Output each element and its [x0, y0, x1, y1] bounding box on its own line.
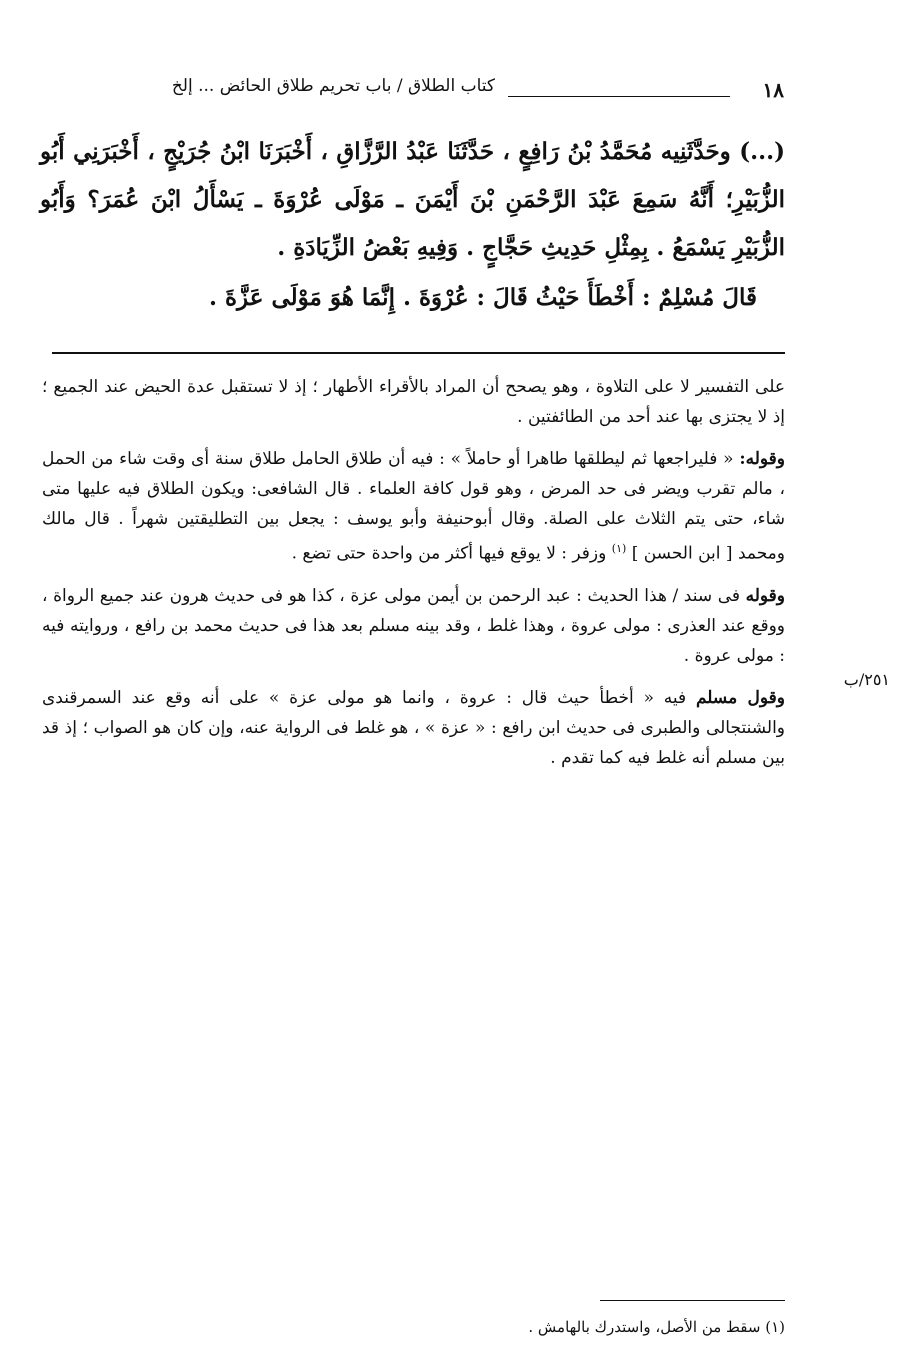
paragraph-body: « فليراجعها ثم ليطلقها طاهرا أو حاملاً » : فيه أن طلاق الحامل طلاق سنة أى وقت شاء من الحمل ، مالم تقرب ويضر فى حد المرض ، وهو قول كافة العلماء . قال الشافعى: ويكون الطلاق فيه عليها متى شاء، حتى يتم الثلاث على الصلة. وقال أبوحنيفة وأبو يوسف : يجعل بين التطليقتين شهراً . قال مالك ومحمد [ ابن الحسن ] [42, 449, 785, 564]
commentary-paragraph-2 [42, 444, 785, 569]
commentary-block [42, 372, 785, 785]
footnote-rule [600, 1300, 785, 1301]
paragraph-body: فيه « أخطأ حيث قال : عروة ، وانما هو مولى عزة » على أنه وقع عند السمرقندى والشنتجالى والطبرى فى حديث ابن رافع : « عزة » ، هو غلط فى الرواية عنه، وإن كان هو الصواب ؛ إذ قد بين مسلم أنه غلط فيه كما تقدم . [42, 687, 785, 768]
commentary-paragraph-1: على التفسير لا على التلاوة ، وهو يصحح أن المراد بالأقراء الأطهار ؛ إذ لا تستقبل عدة الحيض عند الجميع ؛ إذ لا يجتزى بها عند أحد من الطائفتين . [42, 377, 785, 427]
paragraph-lead: وقول مسلم [695, 687, 785, 708]
commentary-paragraph-3 [42, 581, 785, 671]
manuscript-folio-note: ٢٥١/ب [843, 670, 890, 689]
footnote-reference: (١) [611, 542, 627, 555]
running-title: كتاب الطلاق / باب تحريم طلاق الحائض ... إلخ [171, 76, 495, 96]
paragraph-body: فى سند / هذا الحديث : عبد الرحمن بن أيمن مولى عزة ، كذا هو فى حديث هرون عند جميع الرواة ، ووقع عند العذرى : مولى عروة ، وهذا غلط ، وقد بينه مسلم بعد هذا فى حديث محمد بن رافع ، وروايته فيه : مولى عروة . [42, 585, 785, 666]
paragraph-lead: وقوله [745, 585, 785, 606]
text-commentary-divider [52, 352, 785, 354]
paragraph-lead: وقوله: [739, 449, 785, 469]
header-rule [508, 96, 730, 97]
hadith-chain: (...) وحَدَّثَنِيه مُحَمَّدُ بْنُ رَافِعٍ ، حَدَّثَنَا عَبْدُ الرَّزَّاقِ ، أَخْبَرَنَا ابْنُ جُرَيْجٍ ، أَخْبَرَنِي أَبُو الزُّبَيْرِ؛ أَنَّهُ سَمِعَ عَبْدَ الرَّحْمَنِ بْنَ أَيْمَنَ ـ مَوْلَى عُرْوَةَ ـ يَسْأَلُ ابْنَ عُمَرَ؟ وَأَبُو الزُّبَيْرِ يَسْمَعُ . بِمِثْلِ حَدِيثِ حَجَّاجٍ . وَفِيهِ بَعْضُ الزِّيَادَةِ . [40, 138, 785, 261]
hadith-text-block [40, 128, 785, 322]
paragraph-body-cont: وزفر : لا يوقع فيها أكثر من واحدة حتى تضع . [291, 543, 612, 564]
commentary-paragraph-4 [42, 683, 785, 773]
page-number: ١٨ [762, 78, 784, 102]
muslim-remark: قَالَ مُسْلِمٌ : أَخْطَأَ حَيْثُ قَالَ : عُرْوَةَ . إِنَّمَا هُوَ مَوْلَى عَزَّةَ . [208, 284, 757, 311]
footnote: (١) سقط من الأصل، واستدرك بالهامش . [528, 1318, 785, 1336]
